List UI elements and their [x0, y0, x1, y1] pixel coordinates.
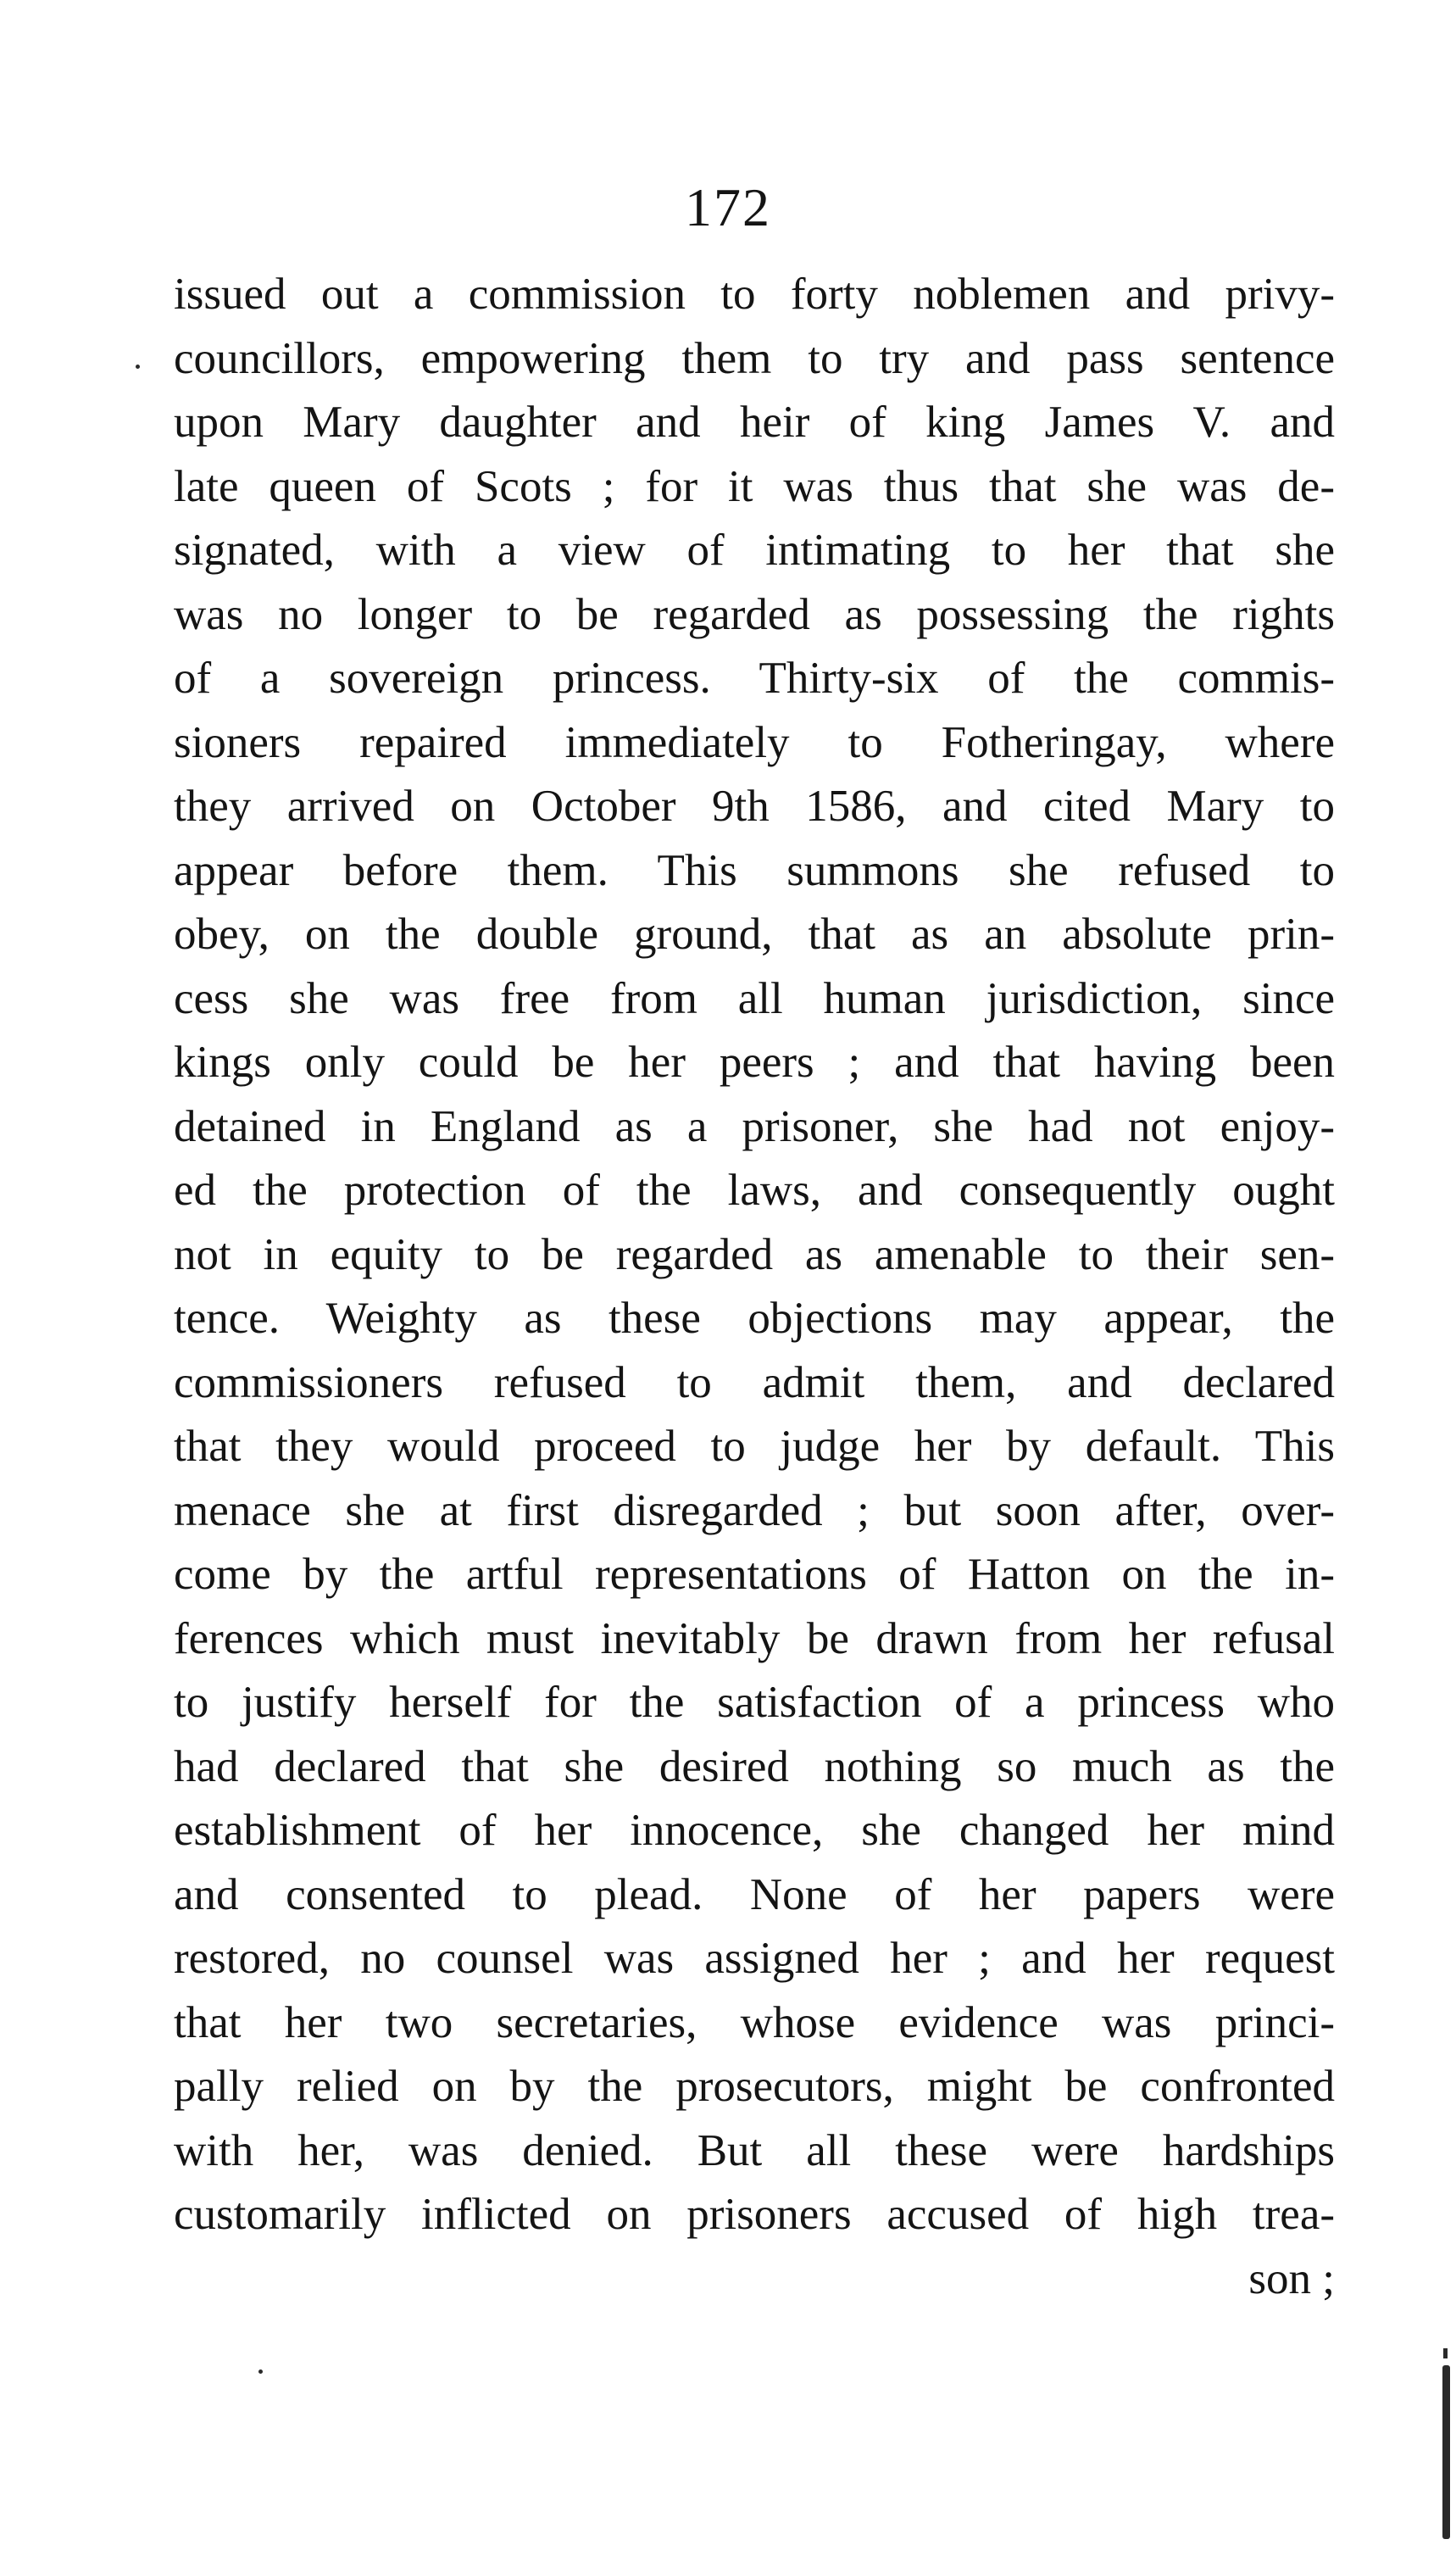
text-line: was no longer to be regarded as possessing the rights	[174, 589, 1335, 639]
text-line: cess she was free from all human jurisdiction, since	[174, 973, 1335, 1023]
text-line: and consented to plead. None of her papers were	[174, 1869, 1335, 1919]
text-line: they arrived on October 9th 1586, and cited Mary to	[174, 782, 1335, 831]
text-line: appear before them. This summons she refused to	[174, 845, 1335, 895]
text-line: kings only could be her peers ; and that having been	[174, 1038, 1335, 1087]
text-line: ferences which must inevitably be drawn from her refusal	[174, 1613, 1335, 1663]
text-line: come by the artful representations of Hatton on the in-	[174, 1550, 1335, 1599]
text-line: detained in England as a prisoner, she had not enjoy-	[174, 1101, 1335, 1151]
text-line: tence. Weighty as these objections may appear, the	[174, 1294, 1335, 1343]
text-line: that they would proceed to judge her by default. This	[174, 1422, 1335, 1471]
text-line: that her two secretaries, whose evidence was princi-	[174, 1997, 1335, 2047]
text-line: establishment of her innocence, she changed her mind	[174, 1806, 1335, 1855]
text-line: issued out a commission to forty noblemen and privy-	[174, 270, 1335, 319]
body-text	[174, 263, 1335, 2311]
scan-speck	[258, 2369, 263, 2374]
text-line: sioners repaired immediately to Fotheringay, where	[174, 717, 1335, 767]
text-line: to justify herself for the satisfaction of a princess who	[174, 1678, 1335, 1727]
text-line: with her, was denied. But all these were hardships	[174, 2125, 1335, 2175]
text-line: menace she at first disregarded ; but soon after, over-	[174, 1485, 1335, 1535]
text-line: customarily inflicted on prisoners accused of high trea-	[174, 2190, 1335, 2239]
text-line: upon Mary daughter and heir of king James V. and	[174, 398, 1335, 447]
scan-edge-mark	[1443, 2348, 1448, 2358]
text-line: pally relied on by the prosecutors, might be confronted	[174, 2062, 1335, 2111]
text-line: not in equity to be regarded as amenable to their sen-	[174, 1229, 1335, 1279]
scan-speck	[136, 365, 140, 369]
catchword: son ;	[1248, 2253, 1335, 2303]
text-line: of a sovereign princess. Thirty-six of the commis-	[174, 654, 1335, 703]
text-line: ed the protection of the laws, and consequently ought	[174, 1166, 1335, 1215]
page-number: 172	[685, 177, 771, 237]
scan-edge-mark	[1442, 2365, 1450, 2539]
text-line: signated, with a view of intimating to her that she	[174, 526, 1335, 575]
text-line: restored, no counsel was assigned her ; and her request	[174, 1934, 1335, 1983]
text-line: commissioners refused to admit them, and declared	[174, 1357, 1335, 1407]
text-line: obey, on the double ground, that as an absolute prin-	[174, 910, 1335, 959]
text-line: late queen of Scots ; for it was thus that she was de-	[174, 461, 1335, 511]
text-line: had declared that she desired nothing so much as the	[174, 1741, 1335, 1791]
text-line: councillors, empowering them to try and pass sentence	[174, 333, 1335, 383]
